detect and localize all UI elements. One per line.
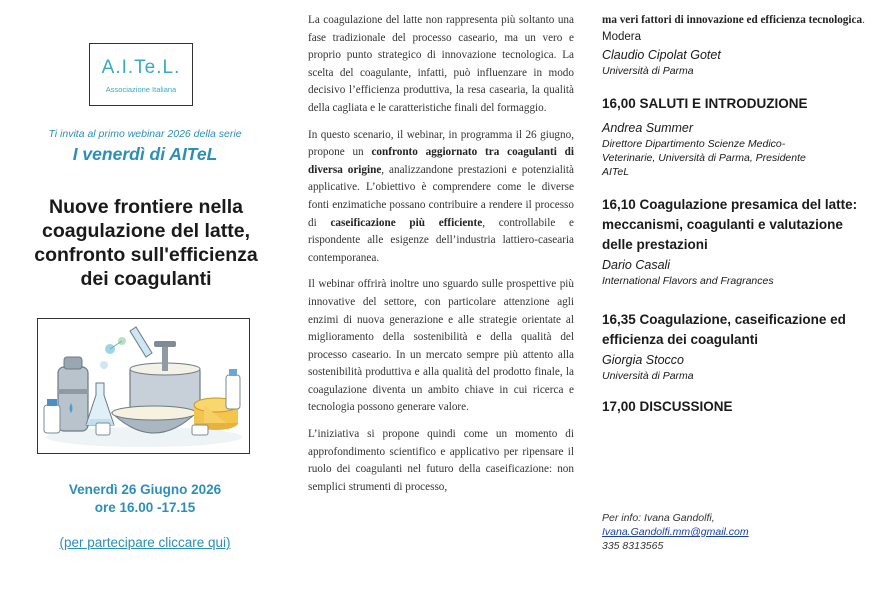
highlight-text: confronto aggiornato tra coagulanti di diversa origine xyxy=(308,146,574,176)
speaker-affiliation: Università di Parma xyxy=(602,369,694,382)
dairy-illustration xyxy=(37,318,250,454)
program-intro xyxy=(602,12,882,30)
join-link-wrapper xyxy=(0,535,290,550)
logo-name: A.I.Te.L. xyxy=(101,57,181,78)
description-paragraph: Il webinar offrirà inoltre uno sguardo sulle prospettive più innovative del settore, con particolare attenzione agli enzimi di nuova generazione e alle strategie orientate al miglioramento della sostenibilità e della qualità del processo caseario. In un mercato sempre più attento alla sostenibilità produttiva e alla qualità del prodotto finale, la coagulazione diventa un ambito chiave in cui ricerca e tecnologia possono generare valore. xyxy=(308,278,574,414)
session-title: 16,10 Coagulazione presamica del latte: meccanismi, coagulanti e valutazione delle prestazioni xyxy=(602,196,858,252)
moderator-label: Modera xyxy=(602,30,641,43)
event-time: ore 16.00 -17.15 xyxy=(94,500,196,515)
text-run: , controllabile e rispondente alle esigenze dell’industria lattiero-casearia contemporanea. xyxy=(308,216,575,264)
title-line: confronto sull'efficienza xyxy=(34,244,258,266)
webinar-title xyxy=(8,195,284,291)
description-column xyxy=(308,12,574,505)
session-title: 16,35 Coagulazione, caseificazione ed efficienza dei coagulanti xyxy=(602,311,846,347)
title-line: Nuove frontiere nella xyxy=(49,196,243,218)
title-line: dei coagulanti xyxy=(80,268,212,290)
text-run: . xyxy=(862,14,865,26)
contact-info xyxy=(602,511,882,553)
contact-name: Per info: Ivana Gandolfi, xyxy=(602,512,715,524)
series-name: I venerdì di AITeL xyxy=(72,144,218,164)
join-webinar-link[interactable]: (per partecipare cliccare qui) xyxy=(59,535,231,550)
left-column xyxy=(0,0,290,600)
contact-phone: 335 8313565 xyxy=(602,540,664,552)
speaker-affiliation: International Flavors and Fragrances xyxy=(602,274,774,287)
description-paragraph: L’iniziativa si propone quindi come un momento di approfondimento scientifico e applicativo per ripensare il ruolo dei coagulanti nel futuro della caseificazione: non semplici strumenti di processo, xyxy=(308,428,574,493)
highlight-text: ma veri fattori di innovazione ed efficienza tecnologica xyxy=(602,14,863,26)
session-title: 16,00 SALUTI E INTRODUZIONE xyxy=(602,95,808,111)
logo-subtitle: Associazione Italiana xyxy=(105,85,177,94)
invite-text: Ti invita al primo webinar 2026 della serie xyxy=(48,128,242,140)
description-paragraph: La coagulazione del latte non rappresenta più soltanto una fase tradizionale del processo caseario, ma un vero e proprio punto strategico di innovazione tecnologica. La scelta del coagulante, infatti, può influenzare in modo decisivo l’efficienza produttiva, la resa casearia, la qualità della cagliata e le caratteristiche finali del formaggio. xyxy=(308,14,574,114)
moderator-affiliation: Università di Parma xyxy=(602,64,694,77)
event-date: Venerdì 26 Giugno 2026 xyxy=(68,482,222,497)
text-run: , analizzandone prestazioni e potenzialità applicative. L’obiettivo è comprendere come le diverse fonti enzimatiche possano contribuire a rendere il processo di xyxy=(308,163,574,229)
description-paragraph xyxy=(308,127,574,268)
title-line: coagulazione del latte, xyxy=(41,220,251,242)
speaker-name: Giorgia Stocco xyxy=(602,352,684,367)
program-column xyxy=(602,12,882,417)
speaker-name: Dario Casali xyxy=(602,257,671,272)
highlight-text: caseificazione più efficiente xyxy=(330,216,483,229)
aitel-logo xyxy=(89,43,193,106)
session-title: 17,00 DISCUSSIONE xyxy=(602,398,733,414)
speaker-affiliation: Direttore Dipartimento Scienze Medico-Veterinarie, Università di Parma, Presidente AITeL xyxy=(602,137,806,178)
event-datetime xyxy=(0,481,290,517)
moderator-name: Claudio Cipolat Gotet xyxy=(602,47,721,62)
text-run: In questo scenario, il webinar, in programma il 26 giugno, propone un xyxy=(308,128,574,159)
speaker-name: Andrea Summer xyxy=(602,120,694,135)
contact-email-link[interactable]: Ivana.Gandolfi.mm@gmail.com xyxy=(602,526,749,538)
